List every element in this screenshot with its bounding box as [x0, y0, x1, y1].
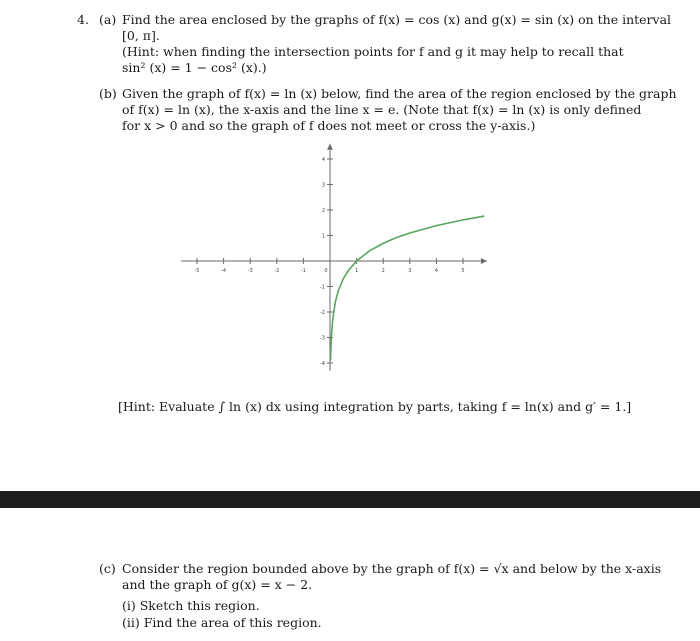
x-tick-label: -4 [221, 268, 227, 274]
ln-graph [0, 140, 700, 380]
x-tick-label: -2 [274, 268, 280, 274]
part-a-label: (a) [99, 12, 117, 27]
part-b-hint: [Hint: Evaluate ∫ ln (x) dx using integration by parts, taking f = ln(x) and g′ = 1.] [118, 399, 632, 414]
y-tick-label: -1 [320, 284, 325, 291]
x-tick-label: 3 [408, 268, 412, 274]
y-tick-label: 3 [321, 182, 325, 189]
part-b-line3: for x > 0 and so the graph of f does not meet or cross the y-axis.) [122, 118, 536, 133]
y-tick-label: -2 [320, 310, 325, 316]
part-a-line2: [0, π]. [122, 28, 160, 43]
part-b-label: (b) [99, 86, 117, 101]
part-c-line1: Consider the region bounded above by the graph of f(x) = √x and below by the x-axis [122, 561, 662, 576]
y-tick-label: -4 [320, 361, 325, 367]
y-tick-label: 1 [321, 233, 325, 240]
y-tick-label: 4 [321, 157, 325, 163]
x-tick-label: -1 [300, 268, 306, 274]
part-c-sub2: (ii) Find the area of this region. [122, 615, 322, 630]
page-divider [0, 491, 700, 508]
x-tick-label: 0 [324, 268, 328, 274]
part-a-line1: Find the area enclosed by the graphs of f(x) = cos (x) and g(x) = sin (x) on the interval [122, 12, 672, 27]
part-a-hint-line2: sin² (x) = 1 − cos² (x).) [122, 60, 267, 75]
part-c-sub1: (i) Sketch this region. [122, 598, 260, 613]
x-tick-label: 1 [355, 268, 359, 274]
part-b-line2: of f(x) = ln (x), the x-axis and the line x = e. (Note that f(x) = ln (x) is only defined [122, 102, 642, 117]
y-axis-arrow [327, 144, 333, 150]
problem-number: 4. [77, 12, 89, 27]
part-a-hint-line1: (Hint: when finding the intersection points for f and g it may help to recall that [122, 44, 624, 59]
x-tick-label: -5 [194, 268, 200, 274]
x-tick-label: -3 [247, 268, 253, 274]
x-tick-label: 2 [381, 268, 385, 274]
x-tick-label: 5 [461, 268, 465, 274]
y-tick-label: 2 [321, 208, 325, 214]
part-c-line2: and the graph of g(x) = x − 2. [122, 577, 313, 592]
ln-curve [331, 216, 485, 361]
y-tick-label: -3 [320, 335, 325, 342]
x-axis-arrow [481, 258, 487, 264]
x-tick-label: 4 [434, 268, 438, 274]
part-b-line1: Given the graph of f(x) = ln (x) below, find the area of the region enclosed by the graph [122, 86, 677, 101]
part-c-label: (c) [99, 561, 116, 576]
